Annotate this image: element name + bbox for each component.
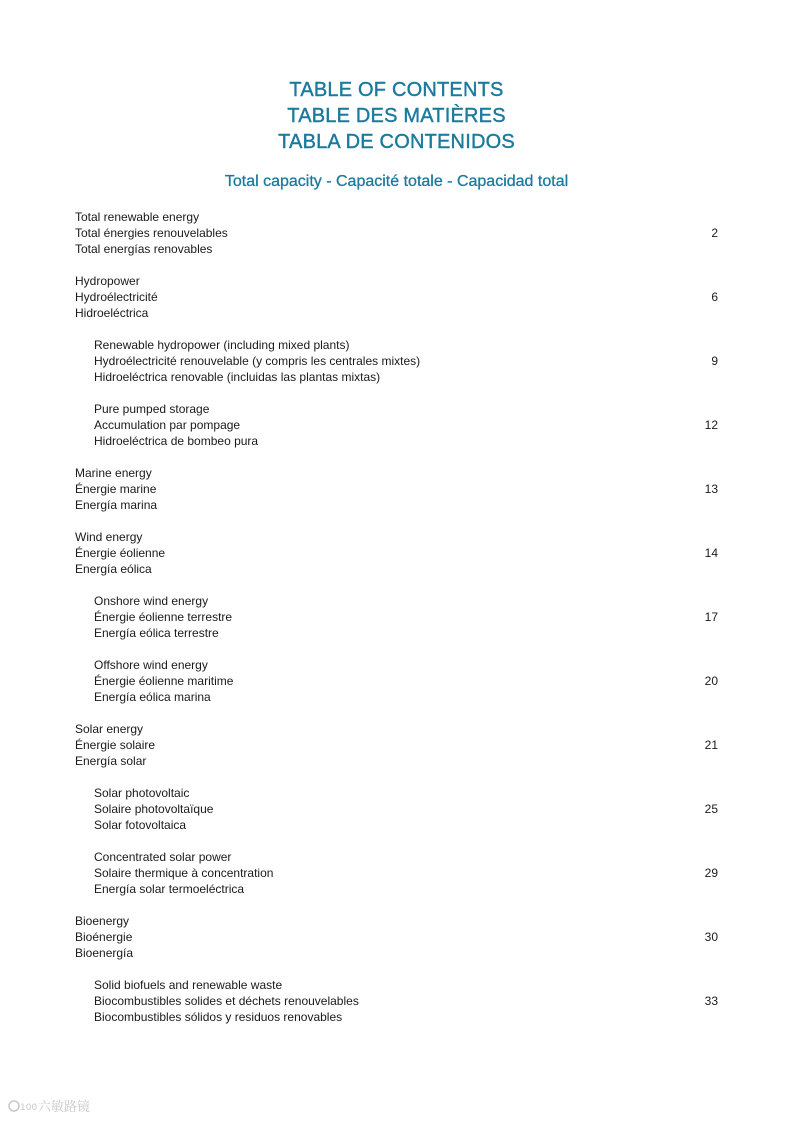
toc-page-number: 13	[704, 482, 718, 496]
toc-entry[interactable]	[75, 401, 718, 465]
toc-page-number: 2	[711, 226, 718, 240]
toc-label-english: Hydropower	[75, 274, 140, 288]
title-spanish: TABLA DE CONTENIDOS	[278, 131, 515, 153]
toc-page-number: 12	[704, 418, 718, 432]
toc-entry-labels	[75, 657, 718, 705]
toc-label-spanish: Hidroeléctrica de bombeo pura	[94, 434, 259, 448]
toc-label-spanish: Hidroeléctrica renovable (incluidas las plantas mixtas)	[94, 370, 381, 384]
toc-page-number: 20	[704, 674, 718, 688]
toc-entry[interactable]	[75, 785, 718, 849]
toc-label-french: Énergie solaire	[75, 738, 156, 752]
page-title	[0, 77, 793, 155]
watermark-logo-text: 100	[20, 1102, 38, 1113]
toc-page-number: 30	[704, 930, 718, 944]
toc-entry[interactable]	[75, 337, 718, 401]
toc-label-french: Énergie marine	[75, 482, 157, 496]
toc-page-number: 33	[704, 994, 718, 1008]
title-french: TABLE DES MATIÈRES	[287, 105, 506, 127]
watermark	[8, 1096, 90, 1115]
table-of-contents	[75, 209, 718, 1041]
toc-entry-labels	[75, 465, 718, 513]
toc-page-number: 21	[704, 738, 718, 752]
toc-label-spanish: Energía solar termoeléctrica	[94, 882, 245, 896]
toc-label-english: Offshore wind energy	[94, 658, 208, 672]
title-english: TABLE OF CONTENTS	[289, 79, 504, 101]
toc-label-french: Biocombustibles solides et déchets renouvelables	[94, 994, 359, 1008]
toc-page-number: 17	[704, 610, 718, 624]
toc-label-spanish: Total energías renovables	[75, 242, 213, 256]
toc-label-english: Bioenergy	[75, 914, 130, 928]
toc-label-french: Bioénergie	[75, 930, 133, 944]
toc-label-spanish: Energía solar	[75, 754, 147, 768]
toc-entry-labels	[75, 913, 718, 961]
toc-page-number: 25	[704, 802, 718, 816]
toc-entry[interactable]	[75, 913, 718, 977]
watermark-text: 六敏路镜	[38, 1099, 91, 1114]
toc-label-english: Renewable hydropower (including mixed plants)	[94, 338, 350, 352]
toc-entry[interactable]	[75, 593, 718, 657]
toc-label-french: Total énergies renouvelables	[75, 226, 228, 240]
toc-label-spanish: Bioenergía	[75, 946, 134, 960]
toc-label-english: Marine energy	[75, 466, 152, 480]
toc-page-number: 6	[711, 290, 718, 304]
toc-label-spanish: Hidroeléctrica	[75, 306, 149, 320]
toc-page-number: 9	[711, 354, 718, 368]
toc-label-english: Onshore wind energy	[94, 594, 209, 608]
toc-entry[interactable]	[75, 849, 718, 913]
toc-label-english: Concentrated solar power	[94, 850, 232, 864]
toc-label-french: Solaire photovoltaïque	[94, 802, 214, 816]
toc-label-english: Pure pumped storage	[94, 402, 210, 416]
toc-entry[interactable]	[75, 273, 718, 337]
toc-label-french: Énergie éolienne maritime	[94, 674, 234, 688]
toc-entry[interactable]	[75, 465, 718, 529]
toc-entry-labels	[75, 273, 718, 321]
toc-entry[interactable]	[75, 529, 718, 593]
toc-entry-labels	[75, 593, 718, 641]
toc-entry-labels	[75, 337, 718, 385]
toc-label-english: Total renewable energy	[75, 210, 200, 224]
watermark-logo-icon	[8, 1098, 38, 1114]
toc-label-french: Solaire thermique à concentration	[94, 866, 274, 880]
toc-label-spanish: Biocombustibles sólidos y residuos renovables	[94, 1010, 343, 1024]
toc-entry-labels	[75, 721, 718, 769]
toc-label-english: Wind energy	[75, 530, 143, 544]
toc-label-french: Hydroélectricité renouvelable (y compris les centrales mixtes)	[94, 354, 421, 368]
toc-label-french: Hydroélectricité	[75, 290, 158, 304]
toc-entry[interactable]	[75, 721, 718, 785]
toc-label-spanish: Solar fotovoltaica	[94, 818, 187, 832]
toc-label-english: Solar photovoltaic	[94, 786, 190, 800]
toc-label-french: Énergie éolienne	[75, 546, 166, 560]
toc-label-french: Accumulation par pompage	[94, 418, 241, 432]
toc-label-spanish: Energía eólica	[75, 562, 152, 576]
toc-entry-labels	[75, 785, 718, 833]
toc-entry[interactable]	[75, 977, 718, 1041]
toc-entry-labels	[75, 529, 718, 577]
toc-entry[interactable]	[75, 657, 718, 721]
toc-label-spanish: Energía eólica marina	[94, 690, 211, 704]
toc-label-french: Énergie éolienne terrestre	[94, 610, 233, 624]
toc-entry-labels	[75, 849, 718, 897]
toc-label-english: Solid biofuels and renewable waste	[94, 978, 283, 992]
toc-page-number: 29	[704, 866, 718, 880]
section-subtitle: Total capacity - Capacité totale - Capacidad total	[224, 173, 569, 190]
toc-label-spanish: Energía marina	[75, 498, 158, 512]
toc-entry-labels	[75, 209, 718, 257]
toc-entry[interactable]	[75, 209, 718, 273]
toc-entry-labels	[75, 401, 718, 449]
toc-page-number: 14	[704, 546, 718, 560]
toc-label-spanish: Energía eólica terrestre	[94, 626, 219, 640]
toc-label-english: Solar energy	[75, 722, 144, 736]
toc-entry-labels	[75, 977, 718, 1025]
